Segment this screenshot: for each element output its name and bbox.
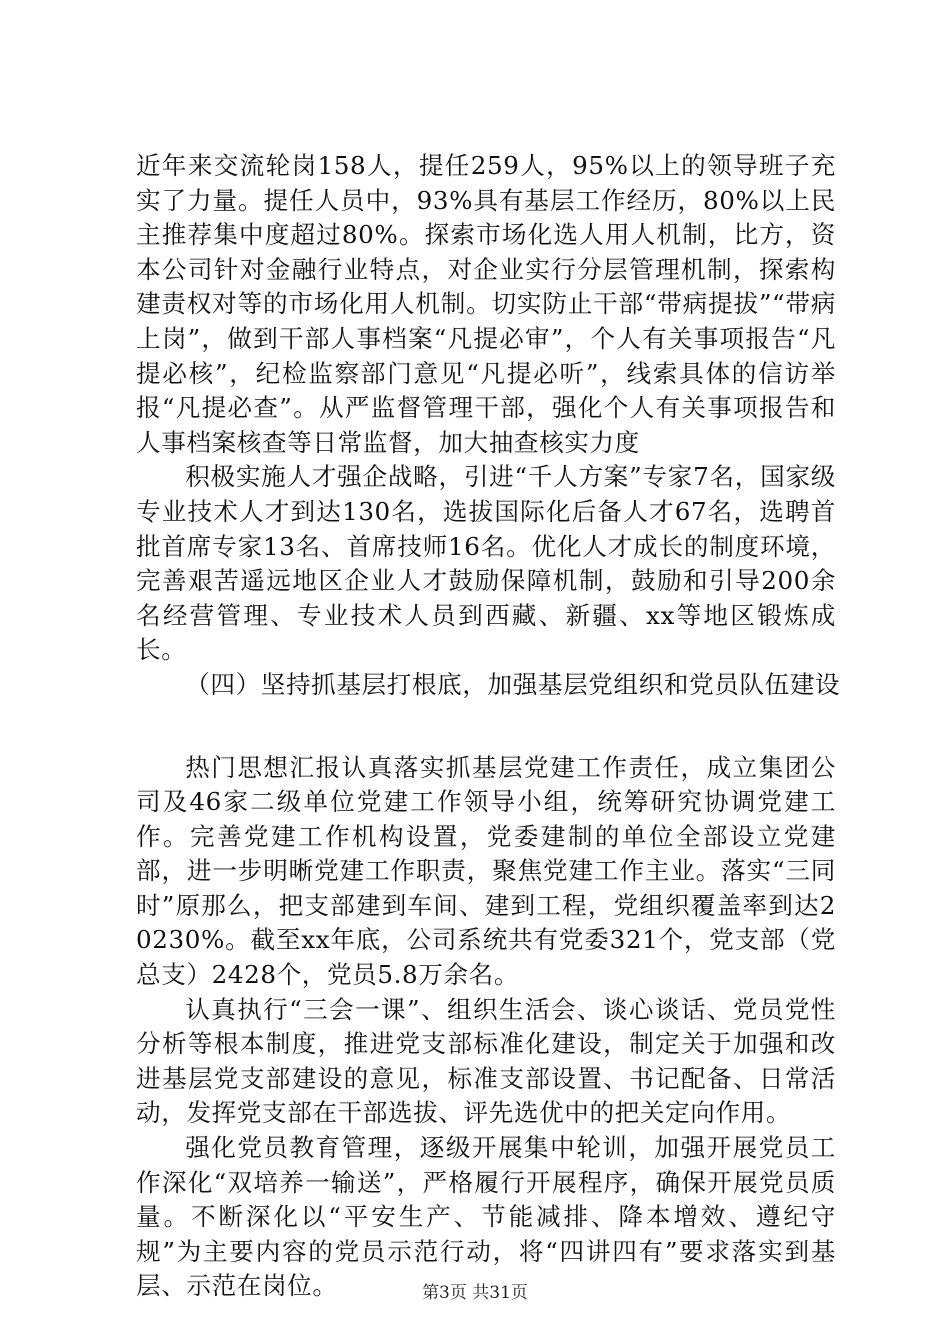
- document-body: [136, 149, 841, 1304]
- section-heading: （四）坚持抓基层打根底，加强基层党组织和党员队伍建设: [185, 669, 841, 699]
- paragraph-member-education: 强化党员教育管理，逐级开展集中轮训，加强开展党员工作深化“双培养一输送”，严格履行开展程序，确保开展党员质量。不断深化以“平安生产、节能减排、降本增效、遵纪守规”为主要内容的党员示范行动，将“四讲四有”要求落实到基层、示范在岗位。: [136, 1133, 836, 1301]
- page-number-footer: 第3页 共31页: [422, 1283, 528, 1303]
- paragraph-grassroots-party: 热门思想汇报认真落实抓基层党建工作责任，成立集团公司及46家二级单位党建工作领导小组，统筹研究协调党建工作。完善党建工作机构设置，党委建制的单位全部设立党建部，进一步明晰党建工作职责，聚焦党建工作主业。落实“三同时”原那么，把支部建到车间、建到工程，党组织覆盖率到达20230%。截至xx年底，公司系统共有党委321个，党支部（党总支）2428个，党员5.8万余名。: [136, 752, 836, 990]
- paragraph-branch-standards: 认真执行“三会一课”、组织生活会、谈心谈话、党员党性分析等根本制度，推进党支部标准化建设，制定关于加强和改进基层党支部建设的意见，标准支部设置、书记配备、日常活动，发挥党支部在干部选拔、评先选优中的把关定向作用。: [136, 994, 836, 1128]
- section-spacer: [136, 703, 836, 751]
- paragraph-cadre-rotation: 近年来交流轮岗158人，提任259人，95%以上的领导班子充实了力量。提任人员中，93%具有基层工作经历，80%以上民主推荐集中度超过80%。探索市场化选人用人机制，比方，资本公司针对金融行业特点，对企业实行分层管理机制，探索构建责权对等的市场化用人机制。切实防止干部“带病提拔”“带病上岗”，做到干部人事档案“凡提必审”，个人有关事项报告“凡提必核”，纪检监察部门意见“凡提必听”，线索具体的信访举报“凡提必查”。从严监督管理干部，强化个人有关事项报告和人事档案核查等日常监督，加大抽查核实力度: [136, 151, 836, 457]
- paragraph-talent-strategy: 积极实施人才强企战略，引进“千人方案”专家7名，国家级专业技术人才到达130名，选拔国际化后备人才67名，选聘首批首席专家13名、首席技师16名。优化人才成长的制度环境，完善艰苦遥远地区企业人才鼓励保障机制，鼓励和引导200余名经营管理、专业技术人员到西藏、新疆、xx等地区锻炼成长。: [136, 462, 836, 665]
